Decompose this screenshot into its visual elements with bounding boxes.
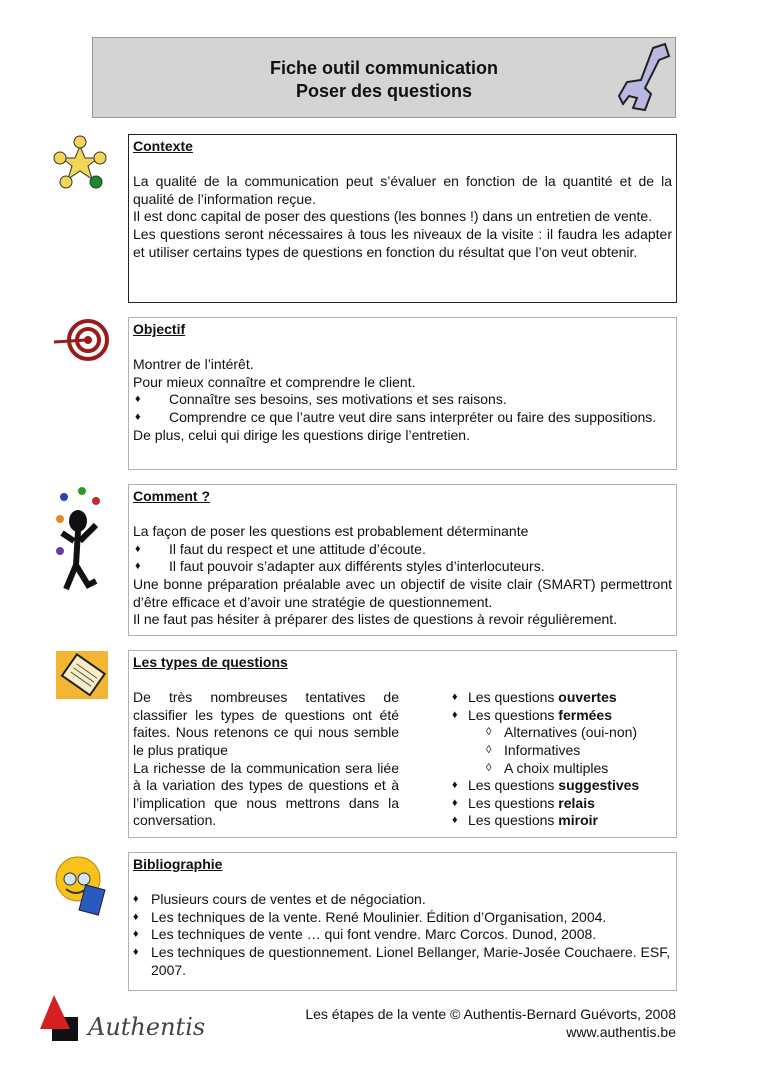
bullet-text: Il faut du respect et une attitude d’écoute. [169,540,426,557]
reference-text: Les techniques de vente … qui font vendre. Marc Corcos. Dunod, 2008. [151,926,597,943]
lozenge-bullet-icon: ◊ [486,743,492,756]
lozenge-bullet-icon: ◊ [486,726,492,739]
bibliography-item [133,944,672,979]
text-line: Montrer de l’intérêt. [133,356,254,373]
header-box [92,37,676,118]
section-bibliographie [128,852,677,991]
diamond-bullet-icon: ♦ [452,779,458,792]
sub-item [452,742,672,760]
item-prefix: Les questions [468,706,555,723]
list-item [452,689,672,707]
diamond-bullet-icon: ♦ [452,708,458,721]
bullet-text: Il faut pouvoir s’adapter aux différents styles d’interlocuteurs. [169,558,545,575]
sub-item [452,724,672,742]
diamond-bullet-icon: ♦ [452,691,458,704]
bullet-item [133,391,672,409]
diamond-bullet-icon: ♦ [133,893,139,906]
paragraph: Il est donc capital de poser des questions (les bonnes !) dans un entretien de vente. [133,208,653,225]
section-heading: Les types de questions [133,654,288,670]
sub-text: Informatives [504,741,581,758]
item-prefix: Les questions [468,689,555,706]
diamond-bullet-icon: ♦ [452,814,458,827]
paragraph: La richesse de la communication sera liée à la variation des types de questions et à l’implication que nous mettrons dans la conversation. [133,759,399,829]
item-type: ouvertes [558,689,617,706]
bibliography-item [133,891,672,909]
diamond-bullet-icon: ♦ [133,910,139,923]
paragraph: La qualité de la communication peut s’évaluer en fonction de la quantité et de la qualité de l’information reçue. [133,173,672,207]
bullet-item [133,541,672,559]
list-item [452,777,672,795]
text-line: De plus, celui qui dirige les questions dirige l’entretien. [133,426,470,443]
item-prefix: Les questions [468,812,555,829]
list-item [452,795,672,813]
diamond-bullet-icon: ♦ [133,945,139,958]
section-objectif [128,317,677,470]
reading-smiley-icon [52,853,112,917]
bibliography-item [133,926,672,944]
reference-text: Les techniques de la vente. René Moulinier. Édition d’Organisation, 2004. [151,908,607,925]
section-types [128,650,677,838]
diamond-bullet-icon: ♦ [135,393,141,406]
bullet-item [133,409,672,427]
item-type: suggestives [558,777,640,794]
item-prefix: Les questions [468,777,555,794]
bullet-item [133,558,672,576]
sub-item [452,760,672,778]
diamond-bullet-icon: ♦ [135,542,141,555]
item-type: miroir [558,812,598,829]
item-prefix: Les questions [468,794,555,811]
item-type: fermées [558,706,612,723]
diamond-bullet-icon: ♦ [135,560,141,573]
paragraph: De très nombreuses tentatives de classifier les types de questions ont été faites. Nous retenons ce qui nous semble le plus pratique [133,689,399,758]
item-type: relais [558,794,595,811]
logo-text: Authentis [88,1013,206,1041]
section-heading: Comment ? [133,488,210,504]
bullet-text: Comprendre ce que l’autre veut dire sans interpréter ou faire des suppositions. [169,408,657,425]
sub-text: A choix multiples [504,759,609,776]
reference-text: Plusieurs cours de ventes et de négociation. [151,891,426,908]
diamond-bullet-icon: ♦ [133,928,139,941]
target-arrow-icon [52,318,110,364]
list-item [452,812,672,830]
diamond-bullet-icon: ♦ [452,796,458,809]
page-subtitle: Poser des questions [295,81,473,101]
website-link[interactable]: www.authentis.be [566,1024,676,1040]
text-line: Pour mieux connaître et comprendre le client. [133,373,416,390]
paragraph: Il ne faut pas hésiter à préparer des listes de questions à revoir régulièrement. [133,611,618,628]
juggler-icon [52,485,108,595]
section-contexte [128,134,677,303]
authentis-logo [38,995,208,1045]
reference-text: Les techniques de questionnement. Lionel Bellanger, Marie-Josée Couchaere. ESF, 2007. [151,943,671,978]
sub-text: Alternatives (oui-non) [504,724,638,741]
lozenge-bullet-icon: ◊ [486,761,492,774]
paragraph: Une bonne préparation préalable avec un objectif de visite clair (SMART) permettront d’être efficace et d’avoir une stratégie de questionnement. [133,575,672,610]
diamond-bullet-icon: ♦ [135,410,141,423]
notepad-icon [56,651,108,699]
list-item [452,707,672,725]
bullet-text: Connaître ses besoins, ses motivations et ses raisons. [169,391,507,408]
wrench-icon [615,42,673,114]
page-title: Fiche outil communication [269,58,498,78]
footer [305,1005,676,1041]
section-heading: Objectif [133,321,186,337]
section-comment [128,484,677,636]
section-heading: Bibliographie [133,856,223,872]
bibliography-item [133,909,672,927]
section-heading: Contexte [133,138,193,154]
copyright-text: Les étapes de la vente © Authentis-Bernard Guévorts, 2008 [305,1006,676,1022]
text-line: La façon de poser les questions est probablement déterminante [133,523,529,540]
paragraph: Les questions seront nécessaires à tous les niveaux de la visite : il faudra les adapter et utiliser certains types de questions en fonction du résultat que l’on veut obtenir. [133,225,672,260]
star-network-icon [52,134,108,190]
question-types-list [452,689,672,830]
